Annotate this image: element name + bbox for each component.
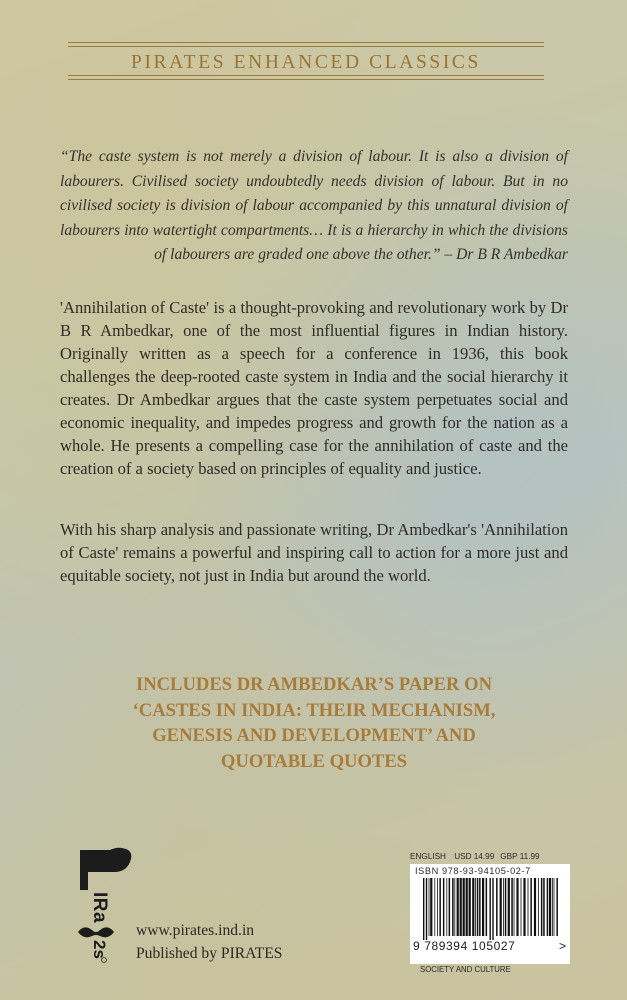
barcode-bar xyxy=(503,878,504,936)
pirates-logo-graphic xyxy=(74,844,142,964)
price-line xyxy=(410,852,570,864)
barcode-bar xyxy=(547,878,549,936)
description-paragraph-2: With his sharp analysis and passionate writing, Dr Ambedkar's 'Annihilation of Caste' remains a powerful and inspiring call to action for a more just and equitable society, not just in India but around the world. xyxy=(60,520,568,585)
price-usd: USD 14.99 xyxy=(454,852,495,861)
includes-highlight xyxy=(60,672,568,774)
barcode-bar xyxy=(508,878,510,936)
highlight-line-1: INCLUDES DR AMBEDKAR’S PAPER ON xyxy=(135,674,493,695)
barcode-bar xyxy=(449,878,451,936)
book-category: SOCIETY AND CULTURE xyxy=(420,965,511,974)
epigraph-quote: “The caste system is not merely a division of labour. It is also a division of labourers. Civilised society undoubtedly needs division of labour. But in no civilised society is division of labour accompanied by this unnatural division of labourers into watertight compartments… It is a hierarchy in which the divisions of labourers are graded one above the other.” – Dr B R Ambedkar xyxy=(60,148,568,263)
isbn-number: ISBN 978-93-94105-02-7 xyxy=(415,866,531,876)
barcode-bars xyxy=(413,878,567,952)
barcode-bar xyxy=(477,878,479,936)
barcode-bar xyxy=(543,878,545,936)
barcode-bar xyxy=(492,878,493,940)
barcode-bar xyxy=(541,878,543,936)
barcode-block xyxy=(410,852,570,974)
svg-text:2s: 2s xyxy=(90,940,109,959)
barcode-bar xyxy=(457,878,459,936)
barcode-bar xyxy=(490,878,491,940)
published-by: Published by PIRATES xyxy=(136,945,283,962)
barcode-bar xyxy=(439,878,441,936)
barcode-bar xyxy=(505,878,507,936)
description-paragraph-1: 'Annihilation of Caste' is a thought-provoking and revolutionary work by Dr B R Ambedkar, one of the most influential figures in Indian history. Originally written as a speech for a conference in 1936, this book challenges the deep-rooted caste system in India and the social hierarchy it creates. Dr Ambedkar argues that the caste system perpetuates social and economic inequality, and impedes progress and growth for the nation as a whole. He presents a compelling case for the annihilation of caste and the creation of a society based on principles of equality and justice. xyxy=(60,298,568,478)
barcode-bar xyxy=(538,878,539,936)
isbn-barcode xyxy=(410,864,570,964)
barcode-bar xyxy=(466,878,468,936)
barcode-bar xyxy=(482,878,484,936)
barcode-bar xyxy=(443,878,445,936)
highlight-line-3: GENESIS AND DEVELOPMENT’ AND xyxy=(152,725,476,747)
barcode-digits: 9 789394 105027 xyxy=(413,939,516,952)
price-gbp: GBP 11.99 xyxy=(500,852,540,861)
barcode-bar xyxy=(434,878,435,936)
barcode-bar xyxy=(469,878,471,936)
barcode-bar xyxy=(552,878,553,936)
barcode-bar xyxy=(528,878,529,936)
barcode-bar xyxy=(521,878,522,936)
barcode-bar xyxy=(500,878,502,936)
series-band xyxy=(68,42,544,80)
barcode-bar xyxy=(511,878,513,936)
barcode-arrow: > xyxy=(559,939,567,952)
barcode-bar xyxy=(556,878,558,936)
barcode-bar xyxy=(437,878,438,936)
barcode-bar xyxy=(534,878,536,936)
barcode-bar xyxy=(446,878,447,936)
highlight-line-4: QUOTABLE QUOTES xyxy=(220,750,408,772)
barcode-bar xyxy=(454,878,455,936)
highlight-line-2: ‘CASTES IN INDIA: THEIR MECHANISM, xyxy=(132,699,496,721)
pirates-logo xyxy=(74,844,142,964)
barcode-bar xyxy=(423,878,424,940)
barcode-bar xyxy=(496,878,498,936)
publisher-info xyxy=(136,919,282,965)
publisher-website[interactable]: www.pirates.ind.in xyxy=(136,922,255,939)
barcode-bar xyxy=(430,878,432,936)
barcode-bar xyxy=(554,878,555,936)
barcode-bar xyxy=(523,878,525,936)
barcode-bar xyxy=(460,878,462,936)
barcode-bar xyxy=(472,878,474,936)
barcode-bar xyxy=(429,878,430,936)
language-label: ENGLISH xyxy=(410,852,446,861)
svg-text:IRa: IRa xyxy=(89,892,110,924)
barcode-bar xyxy=(475,878,476,936)
barcode-bar xyxy=(514,878,515,936)
barcode-bar xyxy=(516,878,518,936)
barcode-bar xyxy=(479,878,481,936)
barcode-bar xyxy=(549,878,551,936)
barcode-bar xyxy=(530,878,532,936)
barcode-bar xyxy=(486,878,488,936)
series-title: PIRATES ENHANCED CLASSICS xyxy=(131,52,481,73)
barcode-bar xyxy=(452,878,454,936)
barcode-bar xyxy=(463,878,465,936)
barcode-bar xyxy=(426,878,427,940)
